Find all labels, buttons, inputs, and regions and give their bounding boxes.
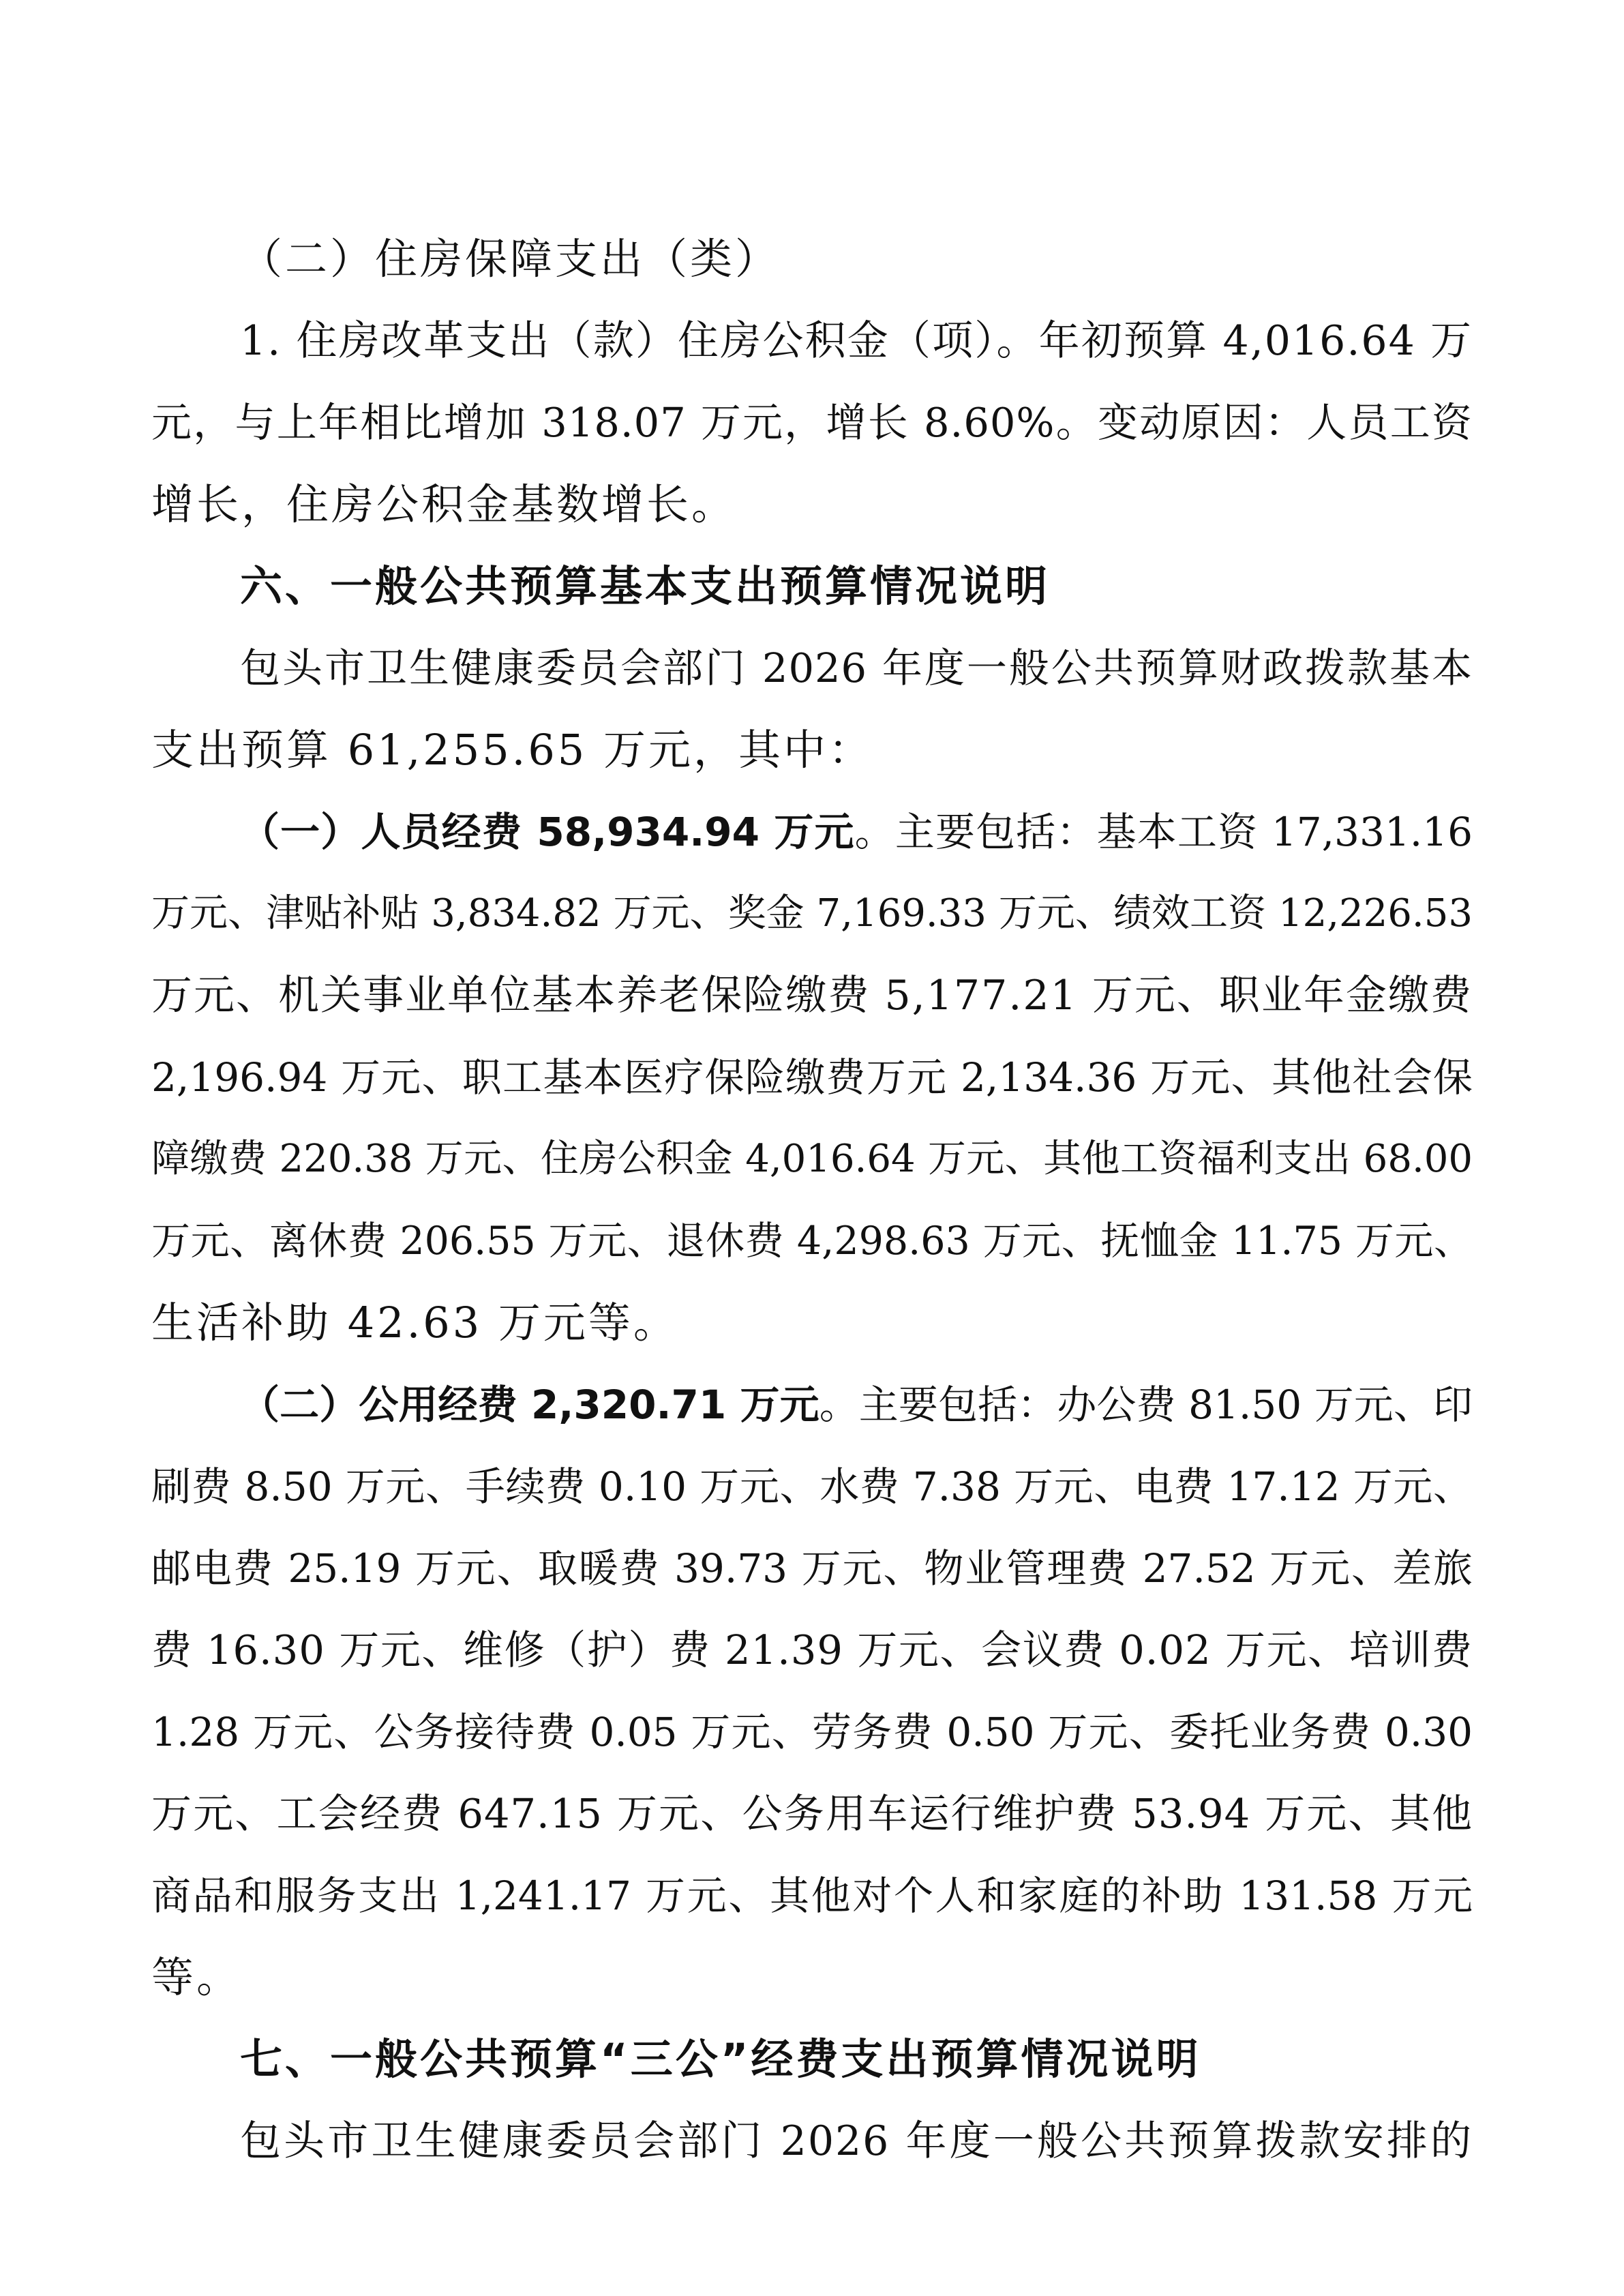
line-text: 元，与上年相比增加 318.07 万元，增长 8.60%。变动原因：人员工资 [151, 399, 1473, 446]
public-expense-heading: （二）公用经费 2,320.71 万元 [240, 1382, 819, 1428]
line-text: 1. 住房改革支出（款）住房公积金（项）。年初预算 4,016.64 万 [240, 317, 1473, 365]
paragraph-line [151, 1214, 1473, 1268]
paragraph-line [240, 1377, 1473, 1432]
line-text: 万元、机关事业单位基本养老保险缴费 5,177.21 万元、职业年金缴费 [151, 972, 1473, 1019]
paragraph-line [151, 1541, 1473, 1596]
line-text: 万元、津贴补贴 3,834.82 万元、奖金 7,169.33 万元、绩效工资 12,226.53 [151, 891, 1473, 936]
paragraph-line [240, 641, 1473, 696]
paragraph-line [240, 314, 1473, 368]
section-heading-six [240, 559, 1473, 614]
paragraph-line [240, 805, 1473, 859]
line-text: 生活补助 42.63 万元等。 [151, 1298, 678, 1347]
line-text: 等。 [151, 1952, 242, 2002]
paragraph-line [151, 723, 1473, 777]
personnel-expense-heading: （一）人员经费 58,934.94 万元 [240, 809, 855, 855]
line-text: 万元、工会经费 647.15 万元、公务用车运行维护费 53.94 万元、其他 [151, 1790, 1473, 1837]
line-text: 包头市卫生健康委员会部门 2026 年度一般公共预算拨款安排的 [240, 2117, 1473, 2165]
line-text: 费 16.30 万元、维修（护）费 21.39 万元、会议费 0.02 万元、培训费 [151, 1626, 1473, 1673]
line-text: 2,196.94 万元、职工基本医疗保险缴费万元 2,134.36 万元、其他社会保 [151, 1054, 1473, 1101]
paragraph-line [151, 1705, 1473, 1759]
paragraph-line [151, 886, 1473, 941]
paragraph-line [151, 968, 1473, 1023]
line-text: 。主要包括：基本工资 17,331.16 [854, 809, 1473, 855]
line-text: 增长，住房公积金基数增长。 [151, 479, 737, 529]
line-text: 障缴费 220.38 万元、住房公积金 4,016.64 万元、其他工资福利支出 68.00 [151, 1137, 1473, 1181]
line-text: 七、一般公共预算“三公”经费支出预算情况说明 [240, 2034, 1201, 2084]
paragraph-line [151, 1787, 1473, 1841]
line-text: （二）住房保障支出（类） [240, 234, 781, 284]
paragraph-line [151, 1868, 1473, 1923]
line-text: 支出预算 61,255.65 万元，其中： [151, 725, 873, 775]
section-heading-housing [240, 232, 1473, 286]
line-text: 包头市卫生健康委员会部门 2026 年度一般公共预算财政拨款基本 [240, 644, 1473, 691]
line-text: 1.28 万元、公务接待费 0.05 万元、劳务费 0.50 万元、委托业务费 0.30 [151, 1709, 1473, 1755]
paragraph-line [151, 1459, 1473, 1514]
line-text: 六、一般公共预算基本支出预算情况说明 [240, 561, 1051, 611]
paragraph-line [151, 477, 1473, 532]
line-text: 商品和服务支出 1,241.17 万元、其他对个人和家庭的补助 131.58 万元 [151, 1873, 1473, 1919]
paragraph-line [151, 396, 1473, 450]
paragraph-line [151, 1296, 1473, 1350]
line-text: 刷费 8.50 万元、手续费 0.10 万元、水费 7.38 万元、电费 17.12 万元、 [151, 1463, 1473, 1510]
paragraph-line [151, 1950, 1473, 2005]
paragraph-line [151, 1050, 1473, 1105]
paragraph-line [151, 1132, 1473, 1187]
section-heading-seven [240, 2032, 1473, 2087]
paragraph-line [151, 1623, 1473, 1678]
line-text: 。主要包括：办公费 81.50 万元、印 [819, 1382, 1473, 1428]
line-text: 万元、离休费 206.55 万元、退休费 4,298.63 万元、抚恤金 11.75 万元、 [151, 1219, 1473, 1264]
line-text: 邮电费 25.19 万元、取暖费 39.73 万元、物业管理费 27.52 万元、差旅 [151, 1545, 1473, 1592]
paragraph-line [240, 2114, 1473, 2168]
